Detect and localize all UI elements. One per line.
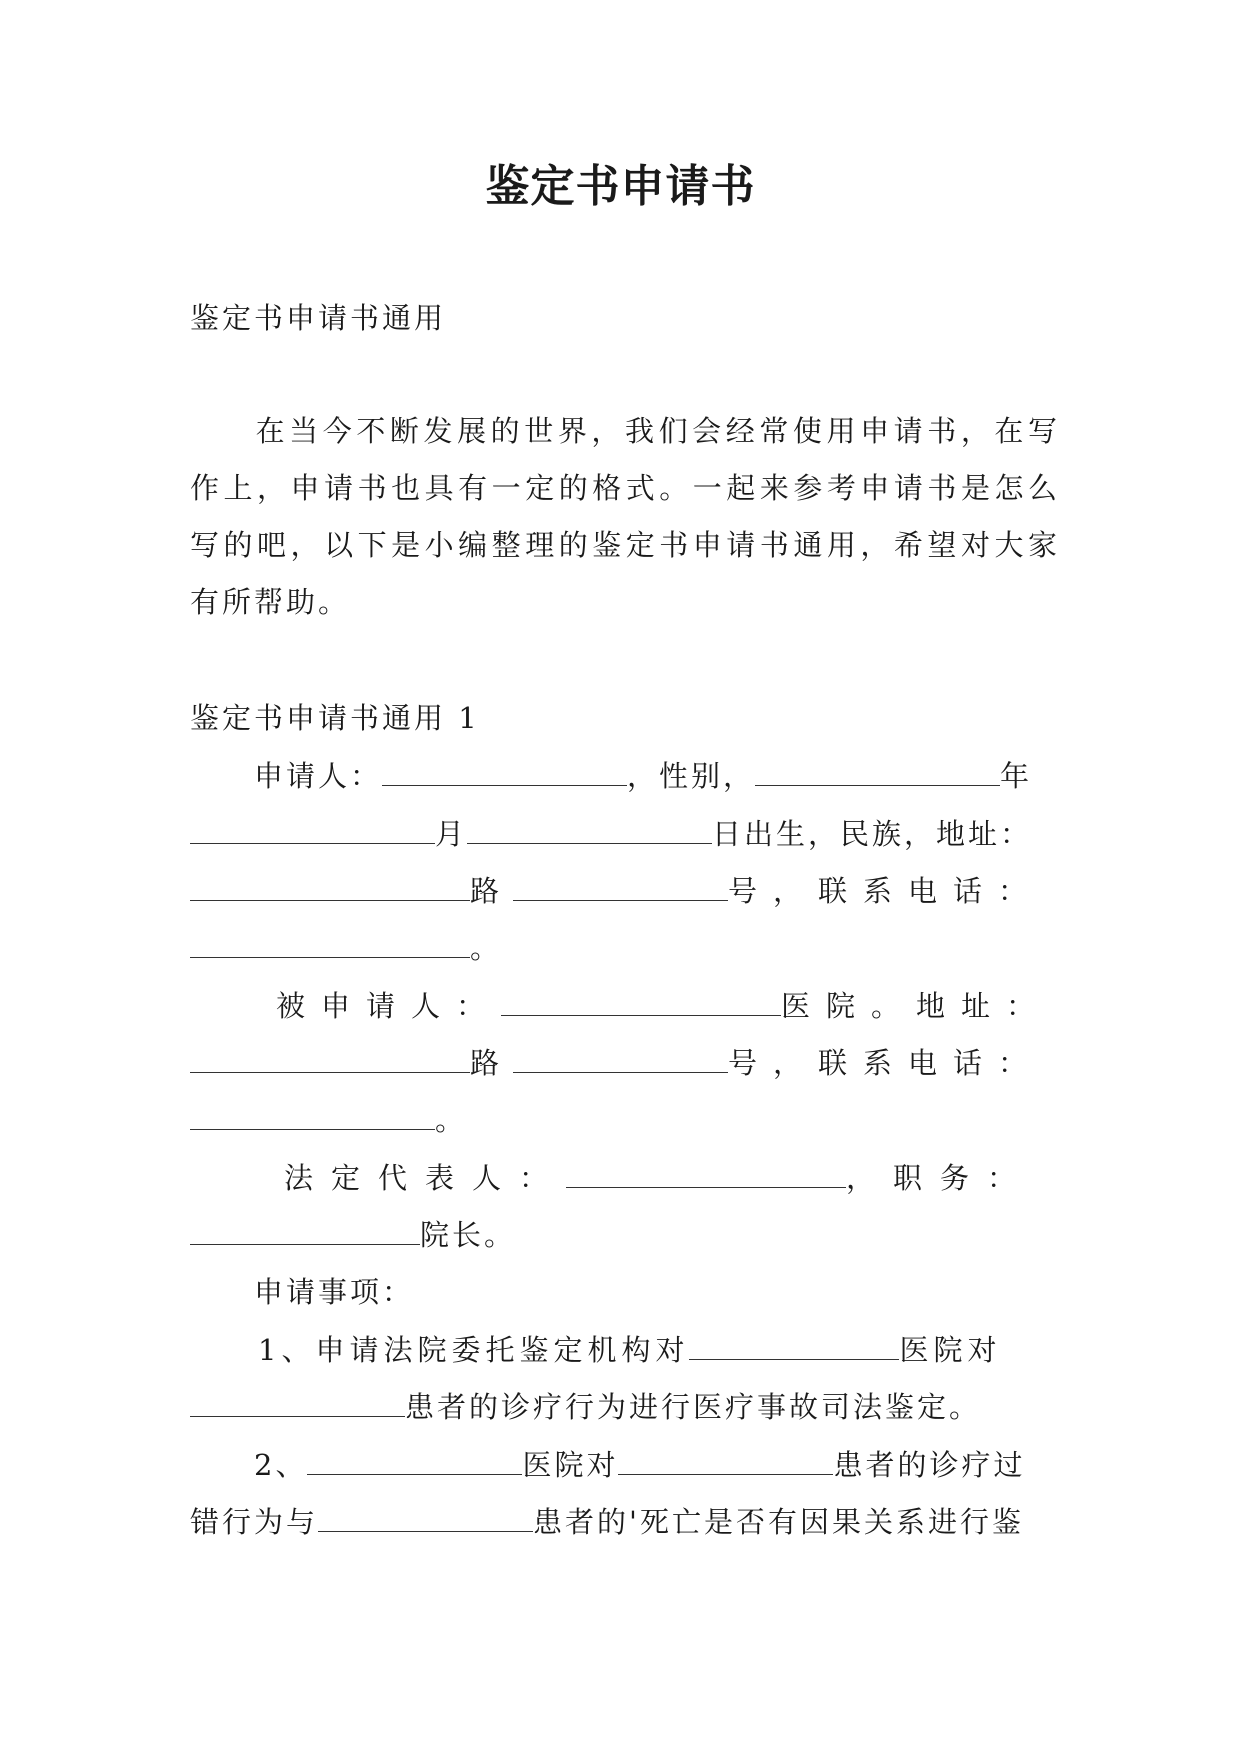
intro-line-3: 写的吧，以下是小编整理的鉴定书申请书通用，希望对大家 — [190, 528, 1060, 562]
matters-heading: 申请事项： — [254, 1275, 415, 1309]
respondent-road-number-blank[interactable] — [513, 1044, 728, 1073]
respondent-name-blank[interactable] — [501, 987, 781, 1016]
respondent-line-1: 被申请人： 医院。地址： — [276, 989, 1052, 1023]
applicant-line-4: 。 — [190, 928, 1060, 968]
intro-line-1: 在当今不断发展的世界，我们会经常使用申请书，在写 — [254, 414, 1060, 448]
applicant-line-1: 申请人： ，性别， 年 — [254, 759, 1033, 793]
item2-patient2-blank[interactable] — [318, 1503, 533, 1532]
applicant-line-3: 路 号，联系电话： — [190, 871, 1060, 911]
item2-hospital-blank[interactable] — [307, 1446, 522, 1475]
legal-rep-line-1: 法定代表人： ，职务： — [284, 1161, 1035, 1195]
month-blank[interactable] — [467, 815, 712, 844]
document-title: 鉴定书申请书 — [485, 161, 756, 212]
item2-patient-blank[interactable] — [618, 1446, 833, 1475]
year-blank[interactable] — [190, 815, 435, 844]
item1-line-1: 1、申请法院委托鉴定机构对 医院对 — [258, 1333, 1002, 1367]
respondent-address-blank[interactable] — [190, 1044, 470, 1073]
position-blank[interactable] — [190, 1216, 420, 1245]
respondent-line-3: 。 — [190, 1100, 1060, 1140]
intro-line-4: 有所帮助。 — [190, 585, 351, 619]
applicant-line-2: 月 日出生，民族，地址： — [190, 814, 1060, 854]
section-heading: 鉴定书申请书通用 1 — [190, 701, 480, 735]
item1-line-2: 患者的诊疗行为进行医疗事故司法鉴定。 — [190, 1387, 1060, 1427]
respondent-phone-blank[interactable] — [190, 1101, 435, 1130]
item1-hospital-blank[interactable] — [689, 1331, 899, 1360]
subtitle: 鉴定书申请书通用 — [190, 301, 447, 335]
address-blank[interactable] — [190, 872, 470, 901]
gender-blank[interactable] — [755, 757, 1000, 786]
item2-line-2: 错行为与 患者的'死亡是否有因果关系进行鉴 — [190, 1505, 1024, 1539]
applicant-phone-blank[interactable] — [190, 929, 470, 958]
item1-patient-blank[interactable] — [190, 1388, 405, 1417]
applicant-name-blank[interactable] — [382, 757, 627, 786]
road-number-blank[interactable] — [513, 872, 728, 901]
respondent-line-2: 路 号，联系电话： — [190, 1043, 1060, 1083]
intro-line-2: 作上，申请书也具有一定的格式。一起来参考申请书是怎么 — [190, 471, 1060, 505]
item2-line-1: 2、 医院对 患者的诊疗过 — [254, 1448, 1026, 1482]
legal-rep-line-2: 院长。 — [190, 1215, 1060, 1255]
legal-rep-name-blank[interactable] — [566, 1159, 846, 1188]
